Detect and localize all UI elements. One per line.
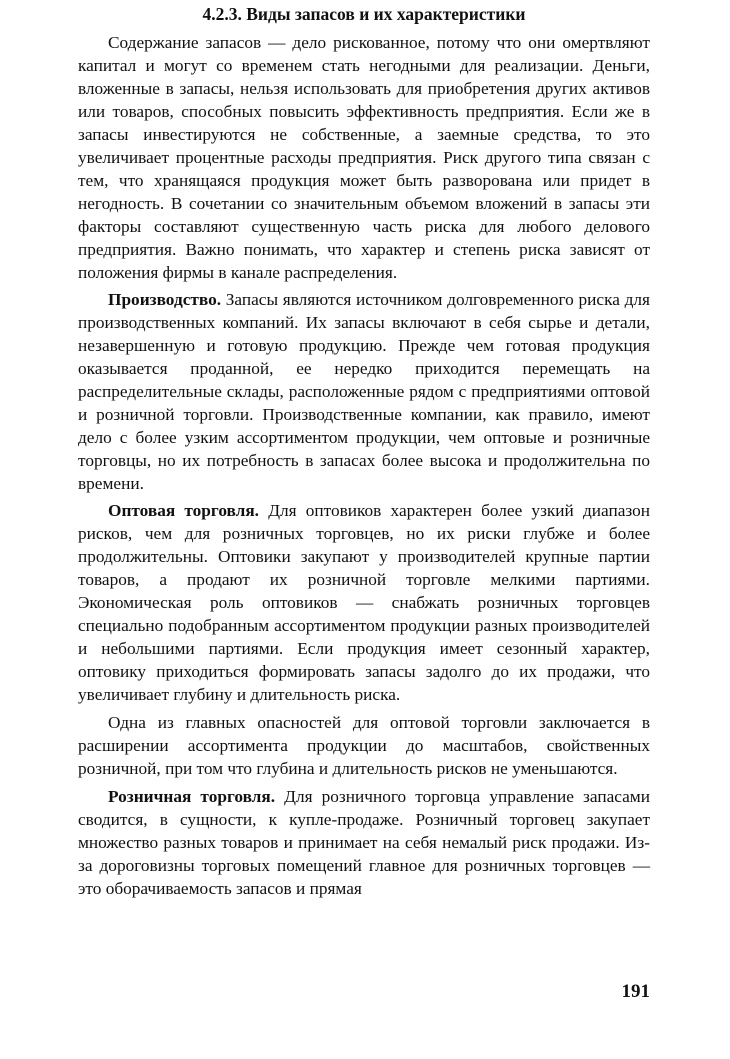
paragraph-retail [78,785,650,900]
paragraph-lead: Производство. [108,290,222,309]
paragraph-lead: Розничная торговля. [108,787,276,806]
page-number: 191 [621,981,650,1002]
paragraph-text: Запасы являются источником долговременного риска для производственных компаний. Их запасы включают в себя сырье и детали, незавершенную и готовую продукцию. Прежде чем готовая продукция оказывается проданной, ее нередко приходится перемещать на распределительные склады, расположенные рядом с предприятиями оптовой и розничной торговли. Производственные компании, как правило, имеют дело с более узким ассортиментом продукции, чем оптовые и розничные торговцы, но их потребность в запасах более высока и продолжительна по времени. [78,290,650,493]
paragraph-wholesale-risk [78,711,650,780]
book-page [78,0,650,1059]
paragraph-text: Одна из главных опасностей для оптовой торговли заключается в расширении ассортимента продукции до масштабов, свойственных розничной, при том что глубина и длительность рисков не уменьшаются. [78,713,650,778]
paragraph-wholesale [78,499,650,706]
paragraph-production [78,288,650,495]
paragraph-lead: Оптовая торговля. [108,501,259,520]
paragraph-text: Для оптовиков характерен более узкий диапазон рисков, чем для розничных торговцев, но их риски глубже и более продолжительны. Оптовики закупают у производителей крупные партии товаров, а продают их розничной торговле мелкими партиями. Экономическая роль оптовиков — снабжать розничных торговцев специально подобранным ассортиментом продукции разных производителей и небольшими партиями. Если продукция имеет сезонный характер, оптовику приходиться формировать запасы задолго до их продажи, что увеличивает глубину и длительность риска. [78,501,650,704]
paragraph-text: Содержание запасов — дело рискованное, потому что они омертвляют капитал и могут со временем стать негодными для реализации. Деньги, вложенные в запасы, нельзя использовать для приобретения других активов или товаров, способных повысить эффективность предприятия. Если же в запасы инвестируются не собственные, а заемные средства, то это увеличивает процентные расходы предприятия. Риск другого типа связан с тем, что хранящаяся продукция может быть разворована или придет в негодность. В сочетании со значительным объемом вложений в запасы эти факторы составляют существенную часть риска для любого делового предприятия. Важно понимать, что характер и степень риска зависят от положения фирмы в канале распределения. [78,33,650,282]
paragraph-text: Для розничного торговца управление запасами сводится, в сущности, к купле-продаже. Розничный торговец закупает множество разных товаров и принимает на себя немалый риск продажи. Из-за дороговизны торговых помещений главное для розничных торговцев — это оборачиваемость запасов и прямая [78,787,650,898]
paragraph-intro [78,31,650,284]
section-heading: 4.2.3. Виды запасов и их характеристики [202,4,526,24]
